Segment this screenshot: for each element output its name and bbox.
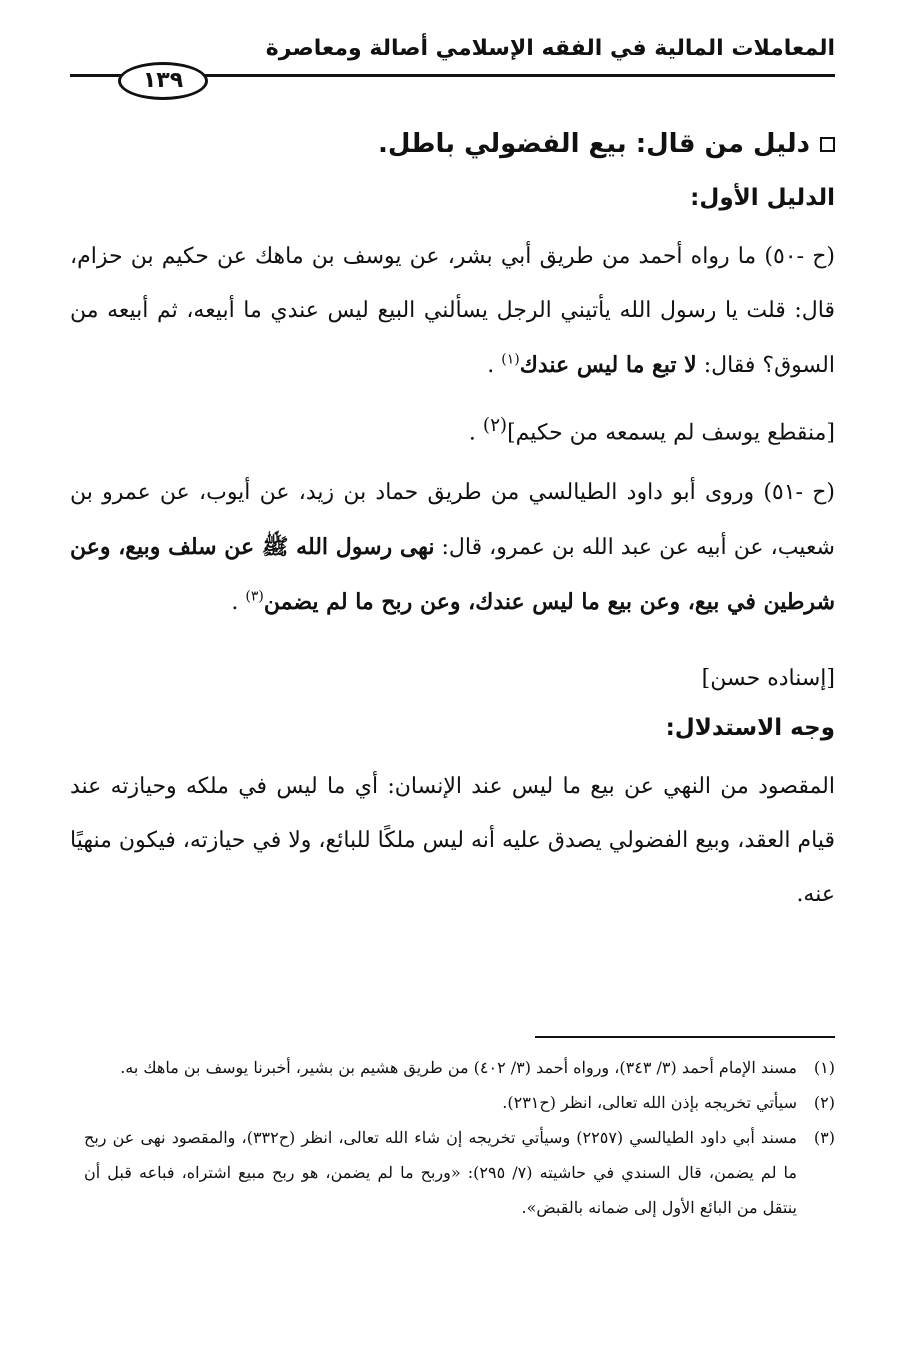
inference-label: وجه الاستدلال:	[665, 715, 835, 742]
hadith-50-paragraph	[70, 230, 835, 393]
hadith-50-grading	[70, 399, 835, 460]
footnote-number: (١)	[813, 1058, 835, 1077]
footnote-2	[84, 1085, 835, 1120]
footnote-1	[84, 1050, 835, 1085]
footnote-text: سيأتي تخريجه بإذن الله تعالى، انظر (ح٢٣١).	[502, 1093, 797, 1112]
hadith-51-text: (ح -٥١) وروى أبو داود الطيالسي من طريق حماد بن زيد، عن أيوب، عن عمرو بن شعيب، عن أبيه عن عبد الله بن عمرو، قال:	[70, 480, 835, 561]
footnote-3	[84, 1120, 835, 1225]
hadith-51-quote: نهى رسول الله ﷺ عن سلف وبيع، وعن شرطين في بيع، وعن بيع ما ليس عندك، وعن ربح ما لم يضمن	[70, 534, 835, 616]
running-title: المعاملات المالية في الفقه الإسلامي أصالة ومعاصرة	[265, 36, 835, 61]
footnote-number: (٢)	[813, 1093, 835, 1112]
inference-paragraph: المقصود من النهي عن بيع ما ليس عند الإنسان: أي ما ليس في ملكه وحيازته عند قيام العقد، وبيع الفضولي يصدق عليه أنه ليس ملكًا للبائع، ولا في حيازته، فيكون منهيًا عنه.	[70, 774, 835, 908]
footnote-ref-3[interactable]: (٣)	[245, 589, 264, 605]
hadith-50-text: (ح -٥٠) ما رواه أحمد من طريق أبي بشر، عن يوسف بن ماهك عن حكيم بن حزام، قال: قلت يا رسول الله يأتيني الرجل يسألني البيع ليس عندي ما أبيعه، ثم أبيعه من السوق؟ فقال:	[70, 244, 836, 378]
footnotes	[84, 1050, 835, 1225]
footnote-rule	[535, 1036, 835, 1038]
hadith-51-grading: [إسناده حسن]	[701, 666, 835, 692]
section-heading-text: دليل من قال: بيع الفضولي باطل.	[377, 129, 810, 159]
hadith-50-grading-end: .	[468, 420, 476, 446]
first-proof-label: الدليل الأول:	[690, 185, 835, 211]
hadith-51-end: .	[231, 590, 239, 616]
footnote-ref-2[interactable]: (٢)	[482, 415, 508, 436]
footnote-text: مسند أبي داود الطيالسي (٢٢٥٧) وسيأتي تخريجه إن شاء الله تعالى، انظر (ح٣٣٢)، والمقصود نهى عن ربح ما لم يضمن، قال السندي في حاشيته (٧/ ٢٩٥): «وربح ما لم يضمن، هو ربح مبيع اشتراه، فباعه قبل أن ينتقل من البائع الأول إلى ضمانه بالقبض».	[84, 1128, 797, 1217]
main-content	[70, 120, 835, 922]
footnote-number: (٣)	[813, 1128, 835, 1147]
hadith-50-end: .	[487, 353, 495, 378]
page-number: ١٣٩	[118, 62, 208, 100]
footnote-text: مسند الإمام أحمد (٣/ ٣٤٣)، ورواه أحمد (٣/ ٤٠٢) من طريق هشيم بن بشير، أخبرنا يوسف بن ماهك به.	[120, 1058, 797, 1077]
hadith-50-quote: لا تبع ما ليس عندك	[519, 352, 697, 378]
hadith-51-paragraph	[70, 466, 835, 630]
hadith-50-grading-text: [منقطع يوسف لم يسمعه من حكيم]	[507, 420, 835, 446]
section-heading	[70, 120, 835, 168]
footnote-ref-1[interactable]: (١)	[501, 351, 520, 368]
square-bullet-icon	[820, 137, 835, 152]
